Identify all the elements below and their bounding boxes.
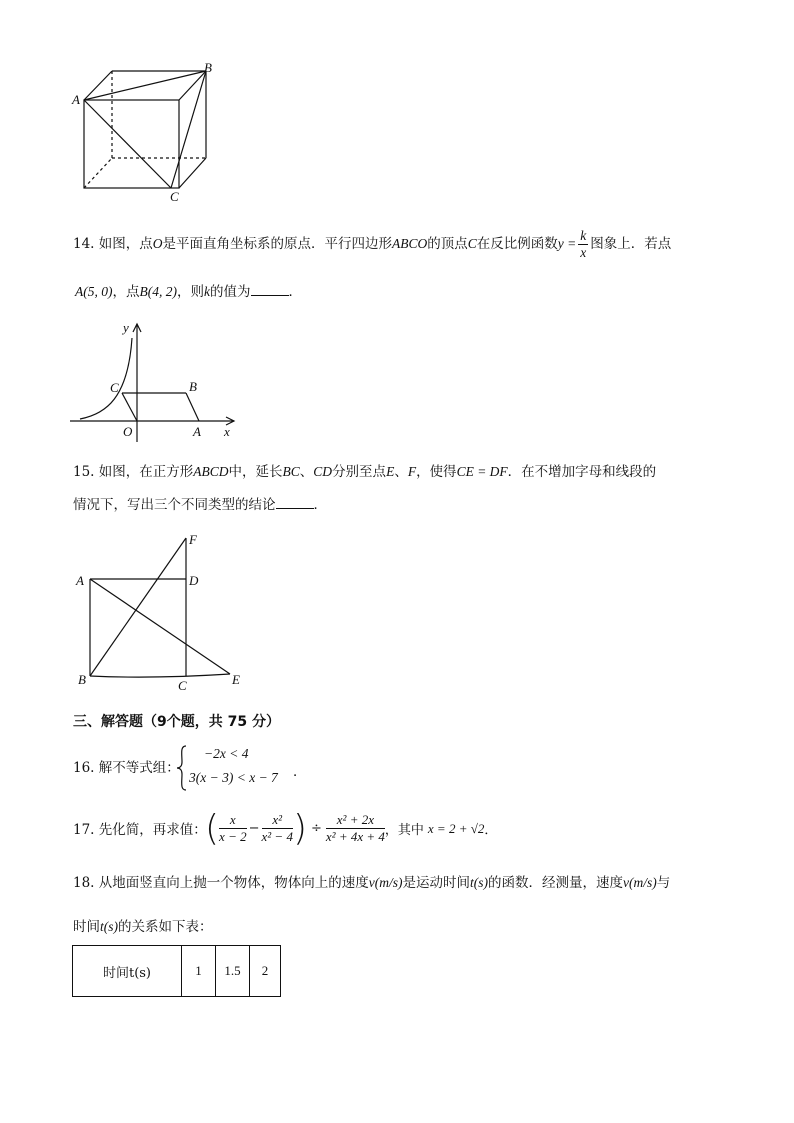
- q15-line2: [73, 494, 327, 515]
- q17-end: ．: [484, 823, 498, 838]
- q14-point-a: A(5, 0): [75, 284, 113, 299]
- q18-text-c: 的函数．经测量，速度: [488, 875, 624, 891]
- q17-number: 17.: [73, 822, 95, 838]
- cube-label-a: A: [72, 92, 80, 107]
- q15-eq: CE = DF: [456, 464, 508, 479]
- q14-fig-o: O: [123, 424, 133, 439]
- q14-text-2: 是平面直角坐标系的原点．平行四边形: [162, 236, 393, 252]
- q16-brace: [176, 744, 188, 792]
- q15-answer-blank[interactable]: [276, 494, 314, 509]
- q14-line1: [73, 228, 671, 261]
- q18-text-d: 与: [656, 875, 671, 891]
- q15-text-2: 情况下，写出三个不同类型的结论: [73, 497, 276, 513]
- q14-text-6: ，则: [177, 284, 204, 300]
- q18-line1: [73, 873, 670, 893]
- q14-k: k: [204, 284, 210, 299]
- table-row: [73, 946, 281, 997]
- q14-number: 14.: [73, 236, 95, 252]
- q18-line2: [73, 917, 213, 937]
- q14-fig-c: C: [110, 380, 119, 395]
- cube-figure: [70, 60, 230, 205]
- q14-text-5: 图象上．若点: [590, 236, 672, 252]
- q14-answer-blank[interactable]: [251, 281, 289, 296]
- q15-number: 15.: [73, 464, 95, 480]
- q16-number: 16.: [73, 760, 95, 776]
- q17-f3-den: x² + 4x + 4: [325, 829, 385, 844]
- cube-label-b: B: [204, 60, 212, 75]
- q17-frac-2: [262, 812, 293, 845]
- q14-text-7: 的值为: [210, 284, 251, 300]
- q18-text-b: 是运动时间: [402, 875, 471, 891]
- q17-text: 先化简，再求值：: [98, 822, 207, 838]
- q15-fig-b: B: [78, 672, 86, 687]
- q14-frac-den: x: [580, 245, 587, 260]
- q14-end: ．: [288, 284, 302, 300]
- q15-f: F: [407, 464, 417, 479]
- q14-sep: ，点: [112, 284, 140, 300]
- q18-text-2b: 的关系如下表：: [118, 919, 213, 935]
- q14-point-b: B(4, 2): [139, 284, 177, 299]
- q14-text-4: 在反比例函数: [476, 236, 558, 252]
- q14-fig-y: y: [123, 320, 129, 335]
- q17-f1-den: x − 2: [219, 829, 247, 844]
- q15-comma-2: 、: [394, 464, 408, 480]
- section-title: 三、解答题（9个题，共 75 分）: [73, 714, 280, 730]
- q17-div: ÷: [311, 821, 322, 836]
- q18-v-unit-2: v(m/s): [623, 875, 657, 890]
- q18-v-unit-1: v(m/s): [368, 875, 403, 890]
- q18-table-cell-2: 1.5: [216, 946, 250, 997]
- q14-y-eq: y =: [557, 236, 577, 251]
- q18-t-unit-2: t(s): [100, 919, 118, 934]
- q14-fraction: [578, 228, 588, 261]
- q18-text-a: 从地面竖直向上抛一个物体，物体向上的速度: [98, 875, 369, 891]
- q18-table-cell-3: 2: [250, 946, 281, 997]
- q18-t-unit-1: t(s): [470, 875, 489, 890]
- q14-text-1: 如图，点: [98, 236, 153, 252]
- q16-text: 解不等式组：: [98, 760, 180, 776]
- q15-text-c: 分别至点: [332, 464, 387, 480]
- q15-cd: CD: [313, 464, 333, 479]
- q15-fig-f: F: [189, 532, 197, 547]
- q15-text-b: 中，延长: [228, 464, 283, 480]
- q17-frac-3: [326, 812, 385, 845]
- q17-paren-open: (: [205, 808, 220, 849]
- q14-quad: ABCO: [392, 236, 428, 251]
- q17-f2-num: x²: [262, 812, 293, 829]
- q14-point-c: C: [467, 236, 477, 251]
- cube-label-c: C: [170, 189, 179, 204]
- q15-line1: [73, 462, 656, 482]
- q14-fig-b: B: [189, 379, 197, 394]
- q14-line2: [75, 281, 302, 302]
- q15-comma-1: 、: [299, 464, 314, 480]
- q18-table-header: 时间t(s): [73, 946, 182, 997]
- q14-point-o: O: [152, 236, 163, 251]
- q17-expression: [205, 808, 497, 849]
- q15-text-a: 如图，在正方形: [98, 464, 194, 480]
- q15-fig-e: E: [232, 672, 240, 687]
- q15-bc: BC: [282, 464, 300, 479]
- q18-table-cell-1: 1: [182, 946, 216, 997]
- q15-fig-c: C: [178, 678, 187, 693]
- q17-f2-den: x² − 4: [261, 829, 293, 844]
- q14-frac-num: k: [580, 228, 587, 243]
- q14-figure: [68, 318, 248, 443]
- q15-text-d: ，使得: [416, 464, 457, 480]
- q16-ineq-1: −2x < 4: [204, 746, 249, 761]
- q16-line: [73, 758, 180, 778]
- q17-minus: −: [248, 821, 260, 836]
- q15-square: ABCD: [193, 464, 229, 479]
- q16-ineq-2: 3(x − 3) < x − 7: [189, 770, 278, 785]
- q15-e: E: [386, 464, 395, 479]
- q18-table: [72, 945, 281, 997]
- q14-fig-a: A: [193, 424, 201, 439]
- q17-frac-1: [219, 812, 247, 845]
- q15-end: ．: [313, 497, 327, 513]
- q18-number: 18.: [73, 875, 95, 891]
- q17-line: [73, 820, 207, 840]
- q15-fig-d: D: [189, 573, 199, 588]
- q17-where: ，其中: [384, 823, 424, 838]
- q18-text-2a: 时间: [73, 919, 100, 935]
- q15-text-e: ．在不增加字母和线段的: [507, 464, 657, 480]
- q15-fig-a: A: [76, 573, 84, 588]
- q17-xval: x = 2 + √2: [427, 820, 485, 836]
- q16-end: ．: [293, 764, 307, 780]
- q14-fig-x: x: [224, 424, 230, 439]
- q17-f1-num: x: [219, 812, 247, 829]
- q14-text-3: 的顶点: [427, 236, 468, 252]
- q15-figure: [72, 530, 252, 695]
- q17-paren-close: ): [292, 808, 307, 849]
- q17-f3-num: x² + 2x: [326, 812, 385, 829]
